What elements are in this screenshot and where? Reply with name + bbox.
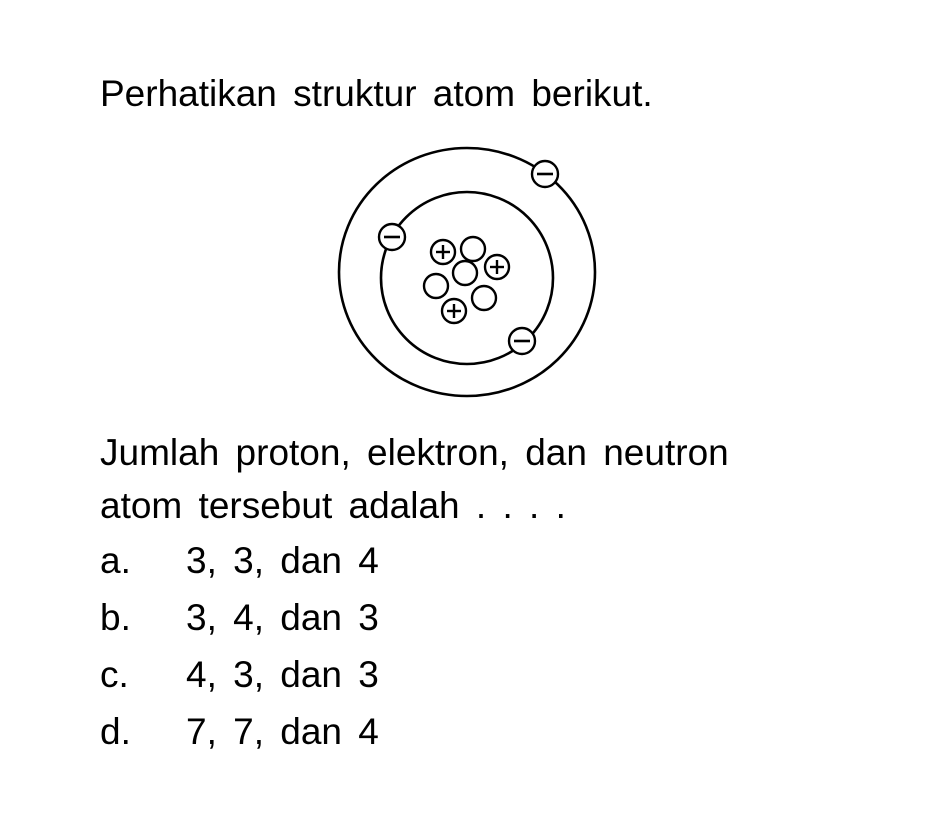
neutron <box>472 286 496 310</box>
neutron <box>424 274 448 298</box>
option-b[interactable] <box>100 589 379 646</box>
option-letter: b. <box>100 597 131 638</box>
option-text: 4, 3, dan 3 <box>186 654 379 695</box>
option-text: 7, 7, dan 4 <box>186 711 379 752</box>
option-letter: c. <box>100 654 129 695</box>
electron-outer-top <box>532 161 558 187</box>
answer-options <box>100 532 379 760</box>
option-d[interactable] <box>100 703 379 760</box>
electron-inner-bottom-right <box>509 328 535 354</box>
option-c[interactable] <box>100 646 379 703</box>
option-letter: d. <box>100 711 131 752</box>
neutron <box>461 237 485 261</box>
neutron <box>453 261 477 285</box>
option-a[interactable] <box>100 532 379 589</box>
option-text: 3, 4, dan 3 <box>186 597 379 638</box>
option-letter: a. <box>100 540 131 581</box>
question-intro: Perhatikan struktur atom berikut. <box>100 73 653 114</box>
question-line-2: atom tersebut adalah . . . . <box>100 485 566 526</box>
question-text <box>100 426 729 532</box>
electron-inner-left <box>379 224 405 250</box>
proton <box>485 255 509 279</box>
atom-structure-diagram <box>330 140 610 410</box>
option-text: 3, 3, dan 4 <box>186 540 379 581</box>
proton <box>431 240 455 264</box>
proton <box>442 299 466 323</box>
question-line-1: Jumlah proton, elektron, dan neutron <box>100 432 729 473</box>
